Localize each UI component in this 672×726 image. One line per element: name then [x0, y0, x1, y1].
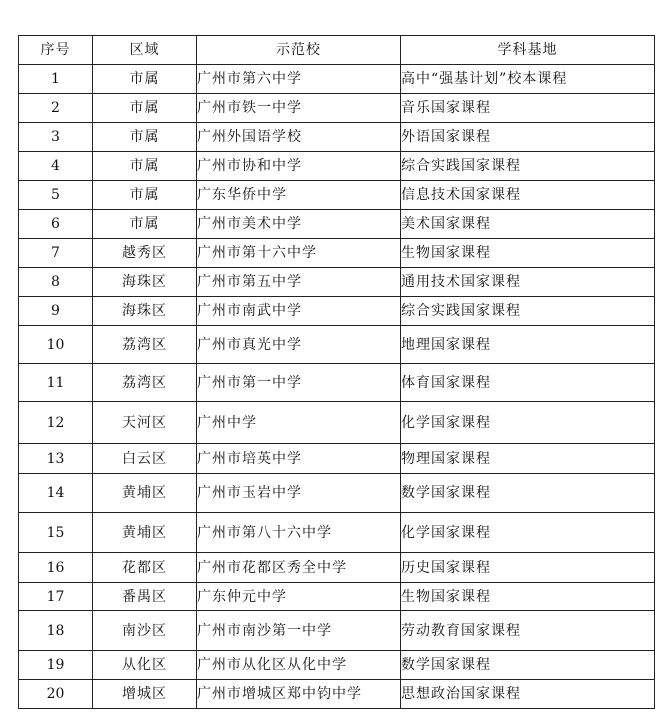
cell-base: 综合实践国家课程: [401, 152, 655, 181]
cell-no: 6: [19, 210, 93, 239]
cell-no: 19: [19, 651, 93, 680]
cell-no: 16: [19, 553, 93, 583]
cell-base: 高中“强基计划”校本课程: [401, 65, 655, 94]
cell-no: 4: [19, 152, 93, 181]
table-row: [19, 239, 655, 268]
cell-no: 13: [19, 444, 93, 474]
cell-no: 3: [19, 123, 93, 152]
cell-base: 物理国家课程: [401, 444, 655, 474]
cell-no: 12: [19, 402, 93, 444]
cell-no: 5: [19, 181, 93, 210]
cell-no: 10: [19, 326, 93, 364]
cell-base: 化学国家课程: [401, 513, 655, 553]
cell-school: 广州市南沙第一中学: [197, 611, 401, 651]
cell-no: 15: [19, 513, 93, 553]
cell-base: 生物国家课程: [401, 583, 655, 611]
cell-school: 广州市培英中学: [197, 444, 401, 474]
cell-area: 市属: [93, 152, 197, 181]
cell-base: 历史国家课程: [401, 553, 655, 583]
cell-base: 美术国家课程: [401, 210, 655, 239]
cell-school: 广州市铁一中学: [197, 94, 401, 123]
cell-school: 广州市第五中学: [197, 268, 401, 297]
table-row: [19, 553, 655, 583]
cell-no: 8: [19, 268, 93, 297]
cell-school: 广州市从化区从化中学: [197, 651, 401, 680]
cell-base: 化学国家课程: [401, 402, 655, 444]
cell-base: 思想政治国家课程: [401, 680, 655, 709]
cell-area: 南沙区: [93, 611, 197, 651]
table-row: [19, 583, 655, 611]
cell-school: 广州市第十六中学: [197, 239, 401, 268]
cell-base: 数学国家课程: [401, 651, 655, 680]
cell-area: 番禺区: [93, 583, 197, 611]
table-row: [19, 651, 655, 680]
cell-area: 市属: [93, 181, 197, 210]
header-base: 学科基地: [401, 36, 655, 65]
cell-base: 外语国家课程: [401, 123, 655, 152]
cell-no: 14: [19, 474, 93, 513]
table-header-row: [19, 36, 655, 65]
header-no: 序号: [19, 36, 93, 65]
table-row: [19, 94, 655, 123]
header-school: 示范校: [197, 36, 401, 65]
cell-school: 广州市第八十六中学: [197, 513, 401, 553]
cell-base: 数学国家课程: [401, 474, 655, 513]
cell-school: 广州市第一中学: [197, 364, 401, 402]
cell-area: 市属: [93, 65, 197, 94]
cell-no: 20: [19, 680, 93, 709]
cell-area: 越秀区: [93, 239, 197, 268]
cell-school: 广东华侨中学: [197, 181, 401, 210]
cell-no: 18: [19, 611, 93, 651]
header-area: 区域: [93, 36, 197, 65]
cell-area: 海珠区: [93, 268, 197, 297]
table-row: [19, 123, 655, 152]
cell-no: 11: [19, 364, 93, 402]
cell-area: 白云区: [93, 444, 197, 474]
cell-area: 荔湾区: [93, 364, 197, 402]
cell-base: 音乐国家课程: [401, 94, 655, 123]
cell-school: 广州外国语学校: [197, 123, 401, 152]
cell-base: 劳动教育国家课程: [401, 611, 655, 651]
cell-school: 广州市真光中学: [197, 326, 401, 364]
table-row: [19, 611, 655, 651]
cell-school: 广州市美术中学: [197, 210, 401, 239]
cell-school: 广州市玉岩中学: [197, 474, 401, 513]
demo-school-table: [18, 35, 655, 709]
cell-no: 1: [19, 65, 93, 94]
cell-area: 市属: [93, 94, 197, 123]
cell-no: 2: [19, 94, 93, 123]
cell-school: 广州市花都区秀全中学: [197, 553, 401, 583]
cell-area: 海珠区: [93, 297, 197, 326]
cell-area: 荔湾区: [93, 326, 197, 364]
cell-base: 综合实践国家课程: [401, 297, 655, 326]
table-row: [19, 364, 655, 402]
table-row: [19, 326, 655, 364]
table-row: [19, 268, 655, 297]
cell-area: 增城区: [93, 680, 197, 709]
cell-base: 生物国家课程: [401, 239, 655, 268]
cell-school: 广东仲元中学: [197, 583, 401, 611]
cell-school: 广州市增城区郑中钧中学: [197, 680, 401, 709]
table-row: [19, 181, 655, 210]
cell-area: 黄埔区: [93, 474, 197, 513]
cell-school: 广州市第六中学: [197, 65, 401, 94]
table-row: [19, 680, 655, 709]
table-row: [19, 444, 655, 474]
cell-area: 市属: [93, 210, 197, 239]
cell-base: 体育国家课程: [401, 364, 655, 402]
table-row: [19, 474, 655, 513]
cell-area: 从化区: [93, 651, 197, 680]
table-row: [19, 402, 655, 444]
cell-no: 17: [19, 583, 93, 611]
cell-school: 广州市南武中学: [197, 297, 401, 326]
table-row: [19, 65, 655, 94]
table-row: [19, 210, 655, 239]
cell-base: 地理国家课程: [401, 326, 655, 364]
cell-area: 天河区: [93, 402, 197, 444]
table-row: [19, 297, 655, 326]
cell-area: 市属: [93, 123, 197, 152]
table-row: [19, 513, 655, 553]
cell-base: 通用技术国家课程: [401, 268, 655, 297]
cell-area: 黄埔区: [93, 513, 197, 553]
cell-no: 9: [19, 297, 93, 326]
cell-area: 花都区: [93, 553, 197, 583]
table-row: [19, 152, 655, 181]
cell-base: 信息技术国家课程: [401, 181, 655, 210]
cell-school: 广州市协和中学: [197, 152, 401, 181]
cell-school: 广州中学: [197, 402, 401, 444]
cell-no: 7: [19, 239, 93, 268]
